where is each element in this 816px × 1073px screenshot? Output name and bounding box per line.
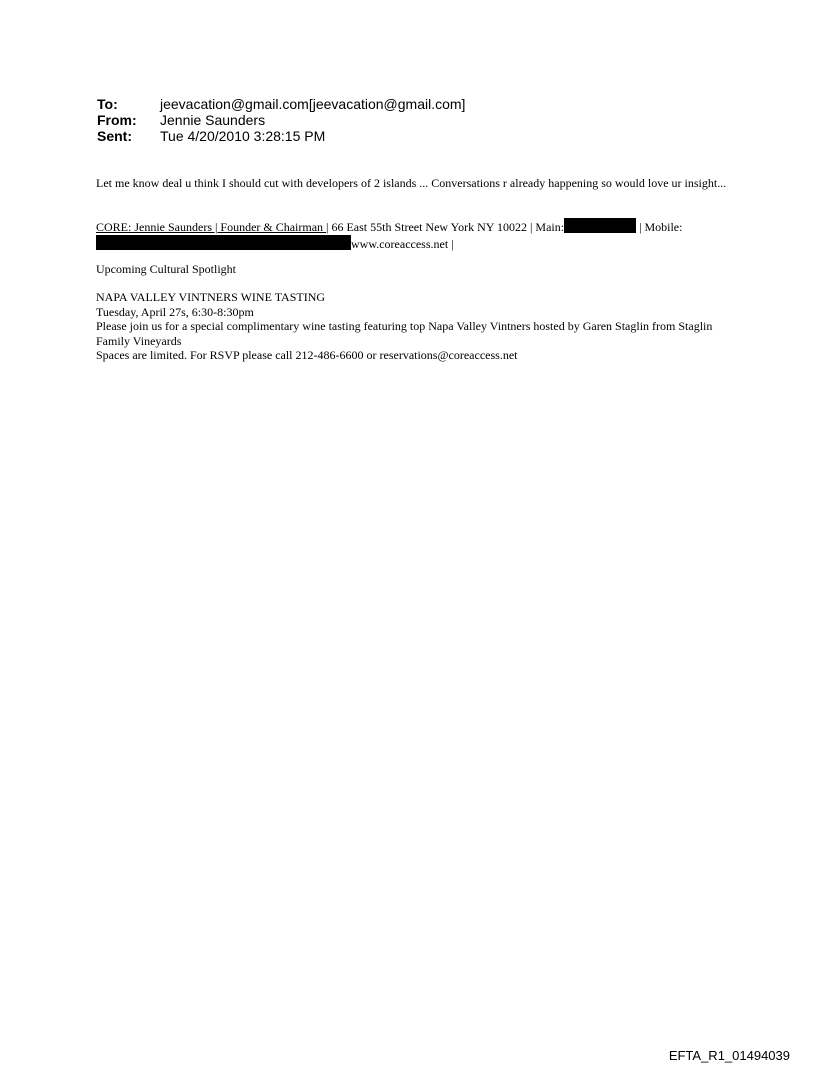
- redaction-mobile-phone: [96, 235, 351, 250]
- signature-address: | 66 East 55th Street New York NY 10022 | Main:: [326, 220, 565, 234]
- signature-website: www.coreaccess.net |: [351, 236, 454, 251]
- message-body: Let me know deal u think I should cut with developers of 2 islands ... Conversations r already happening so would love ur insight...: [96, 176, 727, 190]
- email-header: [97, 96, 465, 144]
- signature-mobile-label: | Mobile:: [636, 220, 683, 234]
- to-label: To:: [97, 96, 118, 112]
- signature-name-title: CORE: Jennie Saunders | Founder & Chairman: [96, 220, 327, 234]
- event-block: [96, 290, 736, 363]
- sent-row: [97, 128, 465, 144]
- event-date: Tuesday, April 27s, 6:30-8:30pm: [96, 304, 254, 319]
- event-title: NAPA VALLEY VINTNERS WINE TASTING: [96, 290, 326, 304]
- from-label: From:: [97, 112, 137, 128]
- sent-value: Tue 4/20/2010 3:28:15 PM: [160, 128, 326, 144]
- from-value: Jennie Saunders: [160, 112, 266, 128]
- to-value: jeevacation@gmail.com[jeevacation@gmail.com]: [160, 96, 466, 112]
- spotlight-heading: Upcoming Cultural Spotlight: [96, 262, 236, 276]
- sent-label: Sent:: [97, 128, 132, 144]
- signature-line-1: [96, 218, 722, 235]
- event-description: Please join us for a special complimentary wine tasting featuring top Napa Valley Vintners hosted by Garen Staglin from Staglin Family Vineyards: [96, 319, 713, 348]
- redaction-main-phone: [564, 218, 636, 233]
- to-row: [97, 96, 465, 112]
- from-row: [97, 112, 465, 128]
- signature-block: [96, 218, 722, 251]
- event-rsvp: Spaces are limited. For RSVP please call 212-486-6600 or reservations@coreaccess.net: [96, 348, 518, 362]
- document-id: EFTA_R1_01494039: [668, 1048, 790, 1063]
- signature-line-2: [96, 235, 722, 252]
